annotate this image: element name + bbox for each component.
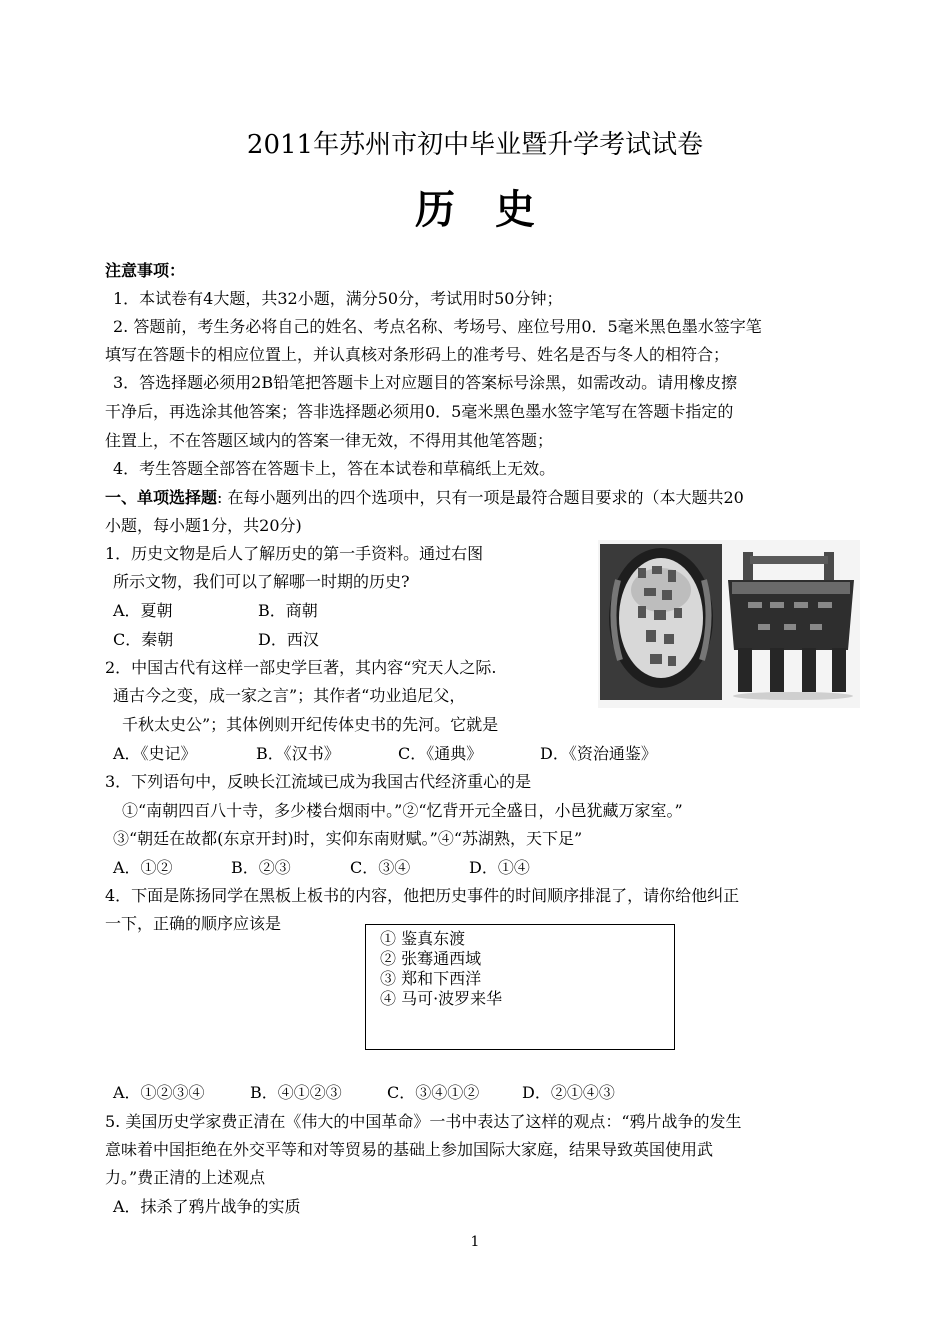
q3-option-c: C．③④ [350,858,411,877]
q1-option-d: D．西汉 [258,630,319,649]
question-3-stem: 3．下列语句中，反映长江流域已成为我国古代经济重心的是 [105,772,532,791]
q3-option-d: D．①④ [469,858,530,877]
q3-option-b: B．②③ [231,858,291,877]
q2-option-a: A．《史记》 [113,744,197,763]
q2-option-d: D．《资治通鉴》 [540,744,657,763]
notice-line: 住置上，不在答题区域内的答案一律无效，不得用其他笔答题； [105,431,554,450]
page-number: 1 [470,1234,480,1250]
notice-line: 干净后，再选涂其他答案；答非选择题必须用0．5毫米黑色墨水签字笔写在答题卡指定的 [105,402,734,421]
question-2-stem-cont: 通古今之变，成一家之言”；其作者“功业追尼父， [113,686,466,705]
question-1-stem-cont: 所示文物，我们可以了解哪一时期的历史? [113,572,410,591]
q4-option-c: C．③④①② [387,1083,480,1102]
question-5-stem-cont: 力。”费正清的上述观点 [105,1168,266,1187]
question-3-quote: ③“朝廷在故都(东京开封)时，实仰东南财赋。”④“苏湖熟，天下足” [113,829,583,848]
question-2-stem: 2．中国古代有这样一部史学巨著，其内容“究天人之际. [105,658,497,677]
question-1-stem: 1．历史文物是后人了解历史的第一手资料。通过右图 [105,544,484,563]
event-item: ④ 马可·波罗来华 [380,989,503,1008]
bronze-ding-artifact-image [598,540,860,708]
notice-line: 4．考生答题全部答在答题卡上，答在本试卷和草稿纸上无效。 [113,459,556,478]
q4-option-d: D．②①④③ [522,1083,615,1102]
event-item: ③ 郑和下西洋 [380,969,482,988]
q2-option-b: B．《汉书》 [256,744,340,763]
question-3-quote: ①“南朝四百八十寺，多少楼台烟雨中。”②“忆背开元全盛日，小邑犹藏万家室。” [122,801,683,820]
q1-option-b: B．商朝 [258,601,318,620]
question-4-stem-cont: 一下，正确的顺序应该是 [105,914,282,933]
notice-heading: 注意事项： [105,261,186,280]
q1-option-a: A．夏朝 [113,601,173,620]
question-5-stem: 5. 美国历史学家费正清在《伟大的中国革命》一书中表达了这样的观点：“鸦片战争的发生 [105,1112,742,1131]
question-5-stem-cont: 意味着中国拒绝在外交平等和对等贸易的基础上参加国际大家庭，结果导致英国使用武 [105,1140,714,1159]
q4-option-b: B．④①②③ [250,1083,342,1102]
notice-line: 填写在答题卡的相应位置上，并认真核对条形码上的准考号、姓名是否与冬人的相符合； [105,345,730,364]
event-item: ② 张骞通西域 [380,949,482,968]
q4-option-a: A．①②③④ [113,1083,205,1102]
notice-line: 3．答选择题必须用2B铅笔把答题卡上对应题目的答案标号涂黑，如需改动。请用橡皮擦 [113,373,738,392]
subject-title: 历史 [415,186,575,233]
section-heading: 一、单项选择题 [105,488,218,507]
event-item: ① 鉴真东渡 [380,929,466,948]
q2-option-c: C．《通典》 [398,744,483,763]
q3-option-a: A．①② [113,858,173,877]
q1-option-c: C．秦朝 [113,630,174,649]
exam-title: 2011年苏州市初中毕业暨升学考试试卷 [246,130,704,160]
notice-line: 2. 答题前，考生务必将自己的姓名、考点名称、考场号、座位号用0．5毫米黑色墨水签字笔 [113,317,762,336]
blackboard-box [365,924,675,1050]
section-heading-line [105,487,851,509]
section-description-cont: 小题，每小题1分，共20分) [105,516,302,535]
notice-line: 1．本试卷有4大题，共32小题，满分50分，考试用时50分钟； [113,289,563,308]
question-2-stem-cont: 千秋太史公”；其体例则开纪传体史书的先河。它就是 [122,715,499,734]
q5-option-a: A．抹杀了鸦片战争的实质 [113,1197,301,1216]
question-4-stem: 4．下面是陈扬同学在黑板上板书的内容，他把历史事件的时间顺序排混了，请你给他纠正 [105,886,740,905]
section-description: : 在每小题列出的四个选项中，只有一项是最符合题目要求的（本大题共20 [217,488,744,507]
